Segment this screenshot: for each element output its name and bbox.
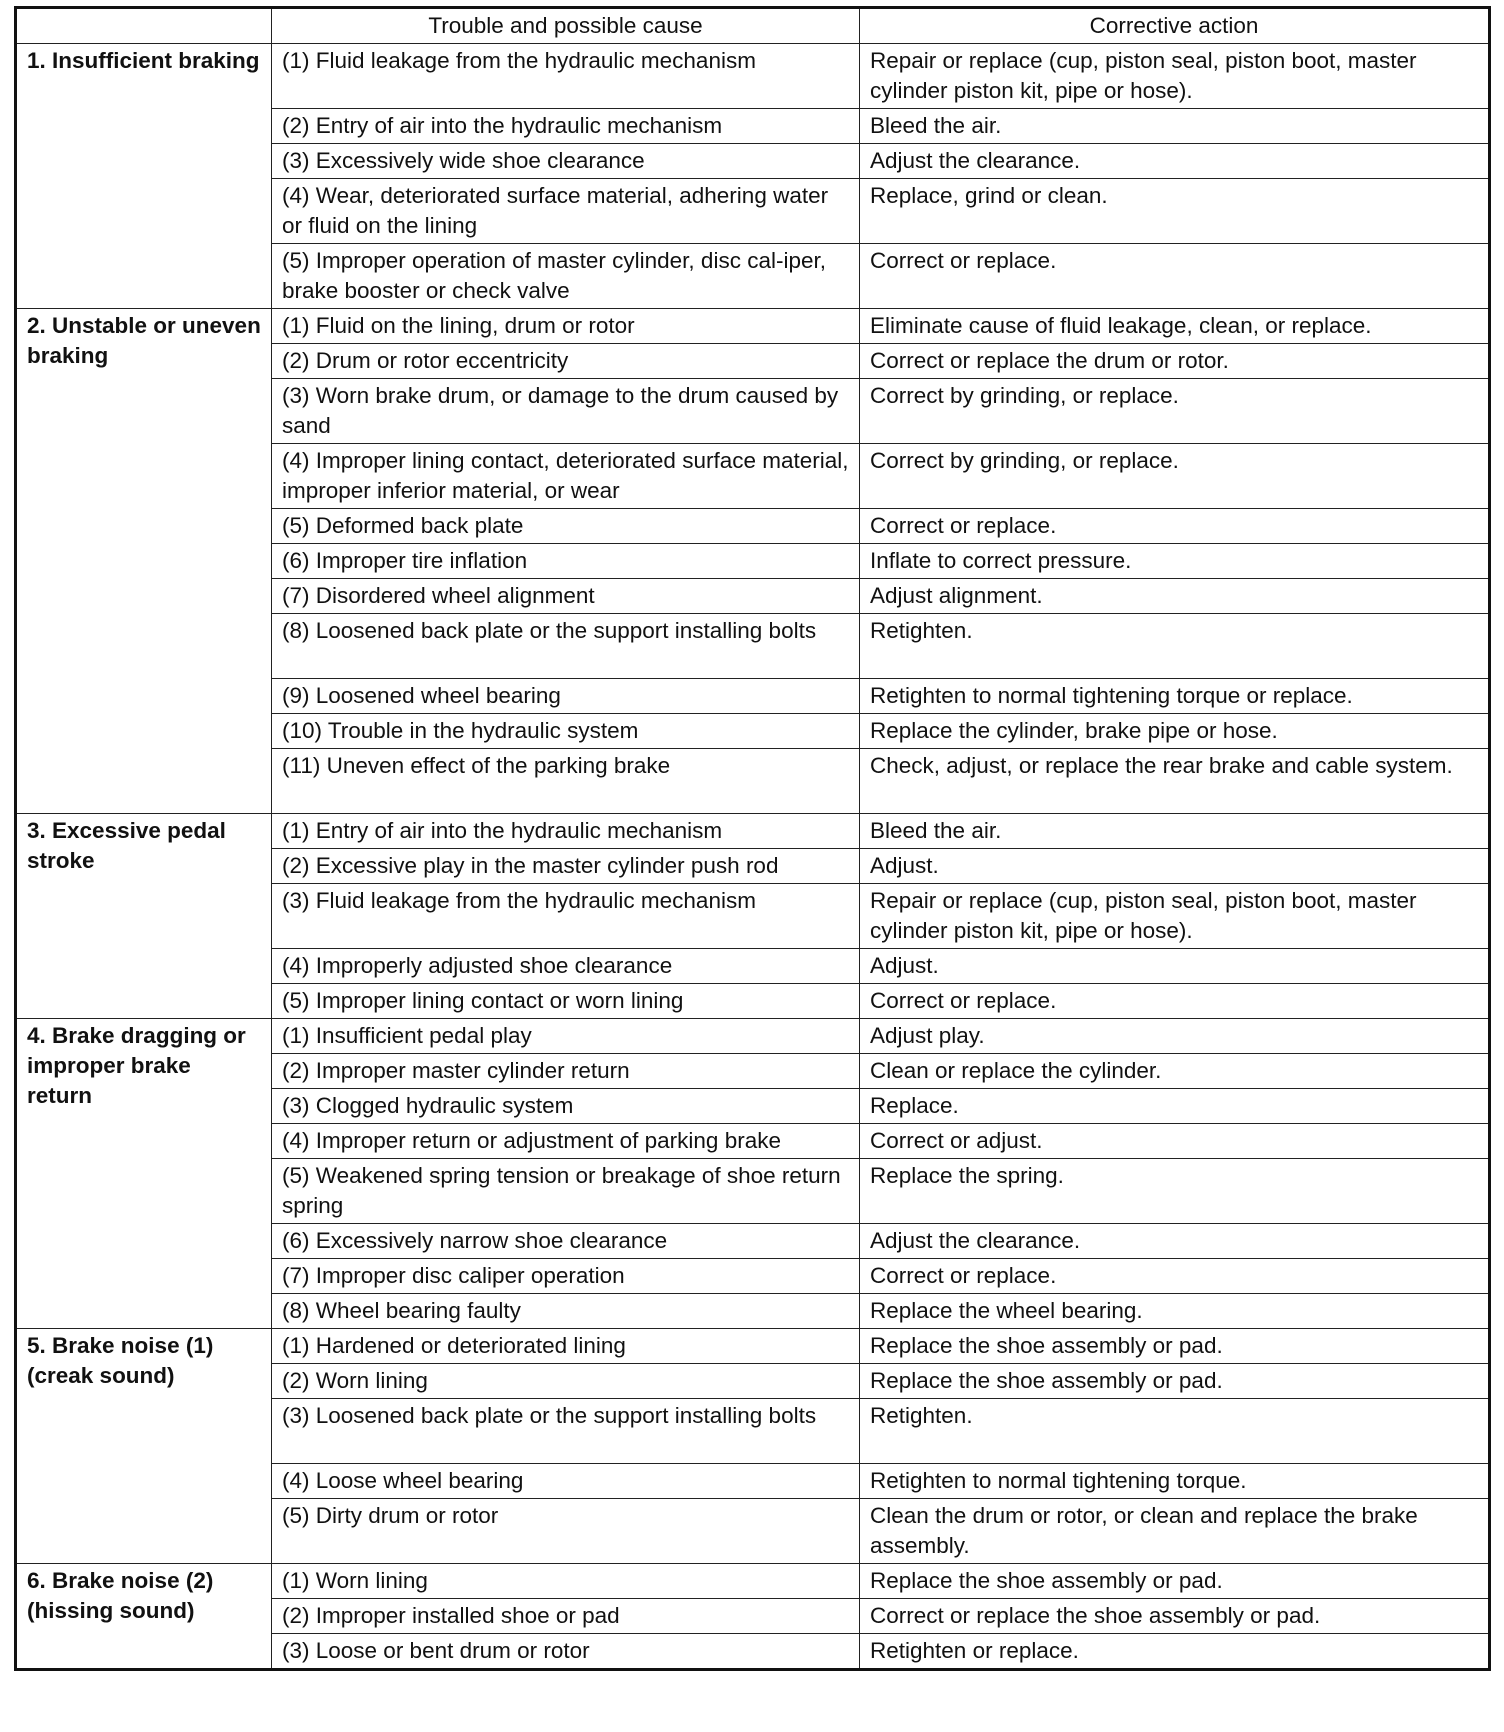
action-cell: Replace the wheel bearing. <box>860 1294 1490 1329</box>
cause-cell: (1) Insufficient pedal play <box>272 1019 860 1054</box>
cause-cell: (2) Drum or rotor eccentricity <box>272 344 860 379</box>
cause-cell: (3) Excessively wide shoe clearance <box>272 144 860 179</box>
cause-cell: (1) Hardened or deteriorated lining <box>272 1329 860 1364</box>
category-cell: 5. Brake noise (1) (creak sound) <box>16 1329 272 1564</box>
action-cell: Replace the shoe assembly or pad. <box>860 1364 1490 1399</box>
action-cell: Replace, grind or clean. <box>860 179 1490 244</box>
table-row <box>16 1329 1490 1364</box>
cause-cell: (10) Trouble in the hydraulic system <box>272 714 860 749</box>
action-cell: Retighten to normal tightening torque or replace. <box>860 679 1490 714</box>
cause-cell: (8) Loosened back plate or the support installing bolts <box>272 614 860 679</box>
action-cell: Repair or replace (cup, piston seal, piston boot, master cylinder piston kit, pipe or hose). <box>860 44 1490 109</box>
action-cell: Correct by grinding, or replace. <box>860 379 1490 444</box>
action-cell: Eliminate cause of fluid leakage, clean, or replace. <box>860 309 1490 344</box>
table-row <box>16 309 1490 344</box>
header-row <box>16 8 1490 44</box>
category-cell: 3. Excessive pedal stroke <box>16 814 272 1019</box>
action-cell: Adjust. <box>860 949 1490 984</box>
action-cell: Correct or replace. <box>860 509 1490 544</box>
action-cell: Replace the shoe assembly or pad. <box>860 1329 1490 1364</box>
action-cell: Replace the spring. <box>860 1159 1490 1224</box>
cause-cell: (11) Uneven effect of the parking brake <box>272 749 860 814</box>
cause-cell: (3) Loosened back plate or the support installing bolts <box>272 1399 860 1464</box>
cause-cell: (1) Fluid leakage from the hydraulic mechanism <box>272 44 860 109</box>
action-cell: Repair or replace (cup, piston seal, piston boot, master cylinder piston kit, pipe or hose). <box>860 884 1490 949</box>
cause-cell: (2) Improper master cylinder return <box>272 1054 860 1089</box>
action-cell: Adjust alignment. <box>860 579 1490 614</box>
cause-cell: (3) Fluid leakage from the hydraulic mechanism <box>272 884 860 949</box>
cause-cell: (2) Improper installed shoe or pad <box>272 1599 860 1634</box>
table-body <box>16 44 1490 1670</box>
action-cell: Correct by grinding, or replace. <box>860 444 1490 509</box>
header-action: Corrective action <box>860 8 1490 44</box>
cause-cell: (5) Improper operation of master cylinder, disc cal-iper, brake booster or check valve <box>272 244 860 309</box>
cause-cell: (2) Excessive play in the master cylinder push rod <box>272 849 860 884</box>
cause-cell: (7) Improper disc caliper operation <box>272 1259 860 1294</box>
cause-cell: (1) Fluid on the lining, drum or rotor <box>272 309 860 344</box>
action-cell: Correct or replace. <box>860 1259 1490 1294</box>
action-cell: Adjust. <box>860 849 1490 884</box>
action-cell: Check, adjust, or replace the rear brake and cable system. <box>860 749 1490 814</box>
action-cell: Clean the drum or rotor, or clean and replace the brake assembly. <box>860 1499 1490 1564</box>
action-cell: Correct or replace. <box>860 984 1490 1019</box>
action-cell: Adjust the clearance. <box>860 144 1490 179</box>
action-cell: Retighten to normal tightening torque. <box>860 1464 1490 1499</box>
table-row <box>16 44 1490 109</box>
action-cell: Adjust the clearance. <box>860 1224 1490 1259</box>
cause-cell: (5) Dirty drum or rotor <box>272 1499 860 1564</box>
action-cell: Replace the shoe assembly or pad. <box>860 1564 1490 1599</box>
action-cell: Adjust play. <box>860 1019 1490 1054</box>
cause-cell: (4) Loose wheel bearing <box>272 1464 860 1499</box>
cause-cell: (1) Worn lining <box>272 1564 860 1599</box>
cause-cell: (5) Weakened spring tension or breakage of shoe return spring <box>272 1159 860 1224</box>
table-row <box>16 1019 1490 1054</box>
action-cell: Correct or replace. <box>860 244 1490 309</box>
troubleshooting-table <box>14 6 1491 1671</box>
category-cell: 2. Unstable or uneven braking <box>16 309 272 814</box>
table-row <box>16 814 1490 849</box>
header-category <box>16 8 272 44</box>
category-cell: 1. Insufficient braking <box>16 44 272 309</box>
cause-cell: (3) Worn brake drum, or damage to the drum caused by sand <box>272 379 860 444</box>
header-cause: Trouble and possible cause <box>272 8 860 44</box>
action-cell: Replace the cylinder, brake pipe or hose. <box>860 714 1490 749</box>
cause-cell: (2) Worn lining <box>272 1364 860 1399</box>
cause-cell: (9) Loosened wheel bearing <box>272 679 860 714</box>
cause-cell: (2) Entry of air into the hydraulic mechanism <box>272 109 860 144</box>
action-cell: Correct or replace the shoe assembly or pad. <box>860 1599 1490 1634</box>
category-cell: 4. Brake dragging or improper brake return <box>16 1019 272 1329</box>
cause-cell: (4) Improper return or adjustment of parking brake <box>272 1124 860 1159</box>
action-cell: Correct or replace the drum or rotor. <box>860 344 1490 379</box>
action-cell: Bleed the air. <box>860 814 1490 849</box>
cause-cell: (1) Entry of air into the hydraulic mechanism <box>272 814 860 849</box>
cause-cell: (4) Wear, deteriorated surface material, adhering water or fluid on the lining <box>272 179 860 244</box>
cause-cell: (8) Wheel bearing faulty <box>272 1294 860 1329</box>
cause-cell: (5) Improper lining contact or worn lining <box>272 984 860 1019</box>
cause-cell: (3) Loose or bent drum or rotor <box>272 1634 860 1670</box>
cause-cell: (4) Improperly adjusted shoe clearance <box>272 949 860 984</box>
action-cell: Inflate to correct pressure. <box>860 544 1490 579</box>
category-cell: 6. Brake noise (2) (hissing sound) <box>16 1564 272 1670</box>
action-cell: Correct or adjust. <box>860 1124 1490 1159</box>
action-cell: Bleed the air. <box>860 109 1490 144</box>
table-row <box>16 1564 1490 1599</box>
action-cell: Replace. <box>860 1089 1490 1124</box>
cause-cell: (3) Clogged hydraulic system <box>272 1089 860 1124</box>
action-cell: Retighten or replace. <box>860 1634 1490 1670</box>
cause-cell: (4) Improper lining contact, deteriorated surface material, improper inferior material, or wear <box>272 444 860 509</box>
cause-cell: (6) Improper tire inflation <box>272 544 860 579</box>
cause-cell: (5) Deformed back plate <box>272 509 860 544</box>
action-cell: Retighten. <box>860 614 1490 679</box>
action-cell: Clean or replace the cylinder. <box>860 1054 1490 1089</box>
cause-cell: (6) Excessively narrow shoe clearance <box>272 1224 860 1259</box>
action-cell: Retighten. <box>860 1399 1490 1464</box>
cause-cell: (7) Disordered wheel alignment <box>272 579 860 614</box>
